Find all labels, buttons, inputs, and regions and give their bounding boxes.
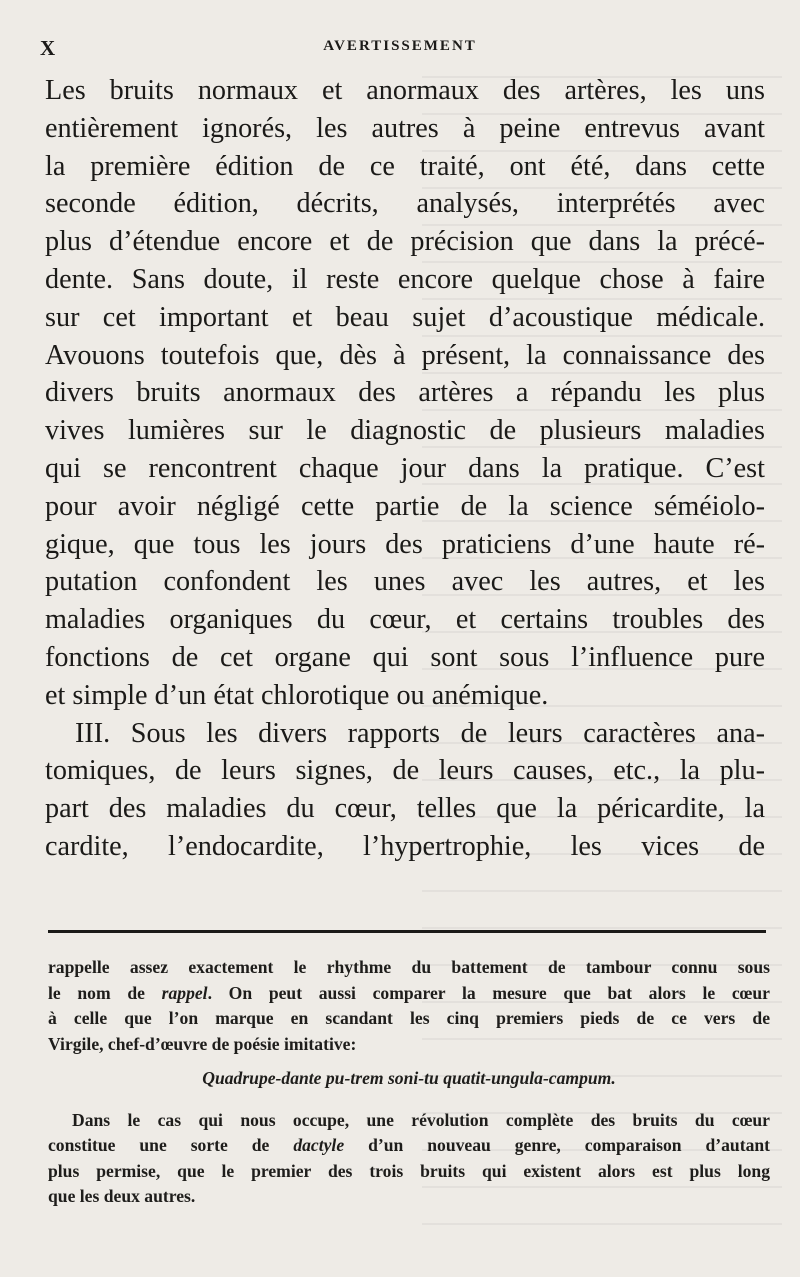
footnote [48, 955, 770, 1210]
text-line: maladies organiques du cœur, et certains troubles des [45, 604, 765, 636]
text-line: cardite, l’endocardite, l’hypertrophie, les vices de [45, 830, 765, 862]
section-start-line: III. Sous les divers rapports de leurs caractères ana- [75, 717, 765, 749]
footnote-line: le nom de rappel. On peut aussi comparer la mesure que bat alors le cœur [48, 982, 770, 1003]
running-title: AVERTISSEMENT [323, 38, 477, 54]
text-line: sur cet important et beau sujet d’acoustique médicale. [45, 301, 765, 333]
text-line: qui se rencontrent chaque jour dans la pratique. C’est [45, 452, 765, 484]
text-line: fonctions de cet organe qui sont sous l’influence pure [45, 641, 765, 673]
text-line: divers bruits anormaux des artères a répandu les plus [45, 377, 765, 409]
text-line: vives lumières sur le diagnostic de plusieurs maladies [45, 415, 765, 447]
text-line: gique, que tous les jours des praticiens d’une haute ré- [45, 528, 765, 560]
footnote-line: Virgile, chef-d’œuvre de poésie imitative: [48, 1033, 357, 1054]
footnote-line: à celle que l’on marque en scandant les cinq premiers pieds de ce vers de [48, 1008, 770, 1028]
footnote-line: rappelle assez exactement le rhythme du battement de tambour connu sous [48, 957, 770, 977]
footnote-line: plus permise, que le premier des trois bruits qui existent alors est plus long [48, 1160, 770, 1181]
italic-term: dactyle [293, 1135, 345, 1155]
text-line: seconde édition, décrits, analysés, interprétés avec [45, 188, 765, 220]
paragraph-end-line: et simple d’un état chlorotique ou anémique. [45, 679, 549, 711]
footnote-line: constitue une sorte de dactyle d’un nouveau genre, comparaison d’autant [48, 1135, 771, 1155]
text-line: tomiques, de leurs signes, de leurs causes, etc., la plu- [45, 755, 765, 787]
main-text [45, 72, 765, 866]
text-line: part des maladies du cœur, telles que la péricardite, la [45, 793, 765, 825]
text-line: dente. Sans doute, il reste encore quelque chose à faire [45, 263, 765, 295]
text-line: la première édition de ce traité, ont été, dans cette [45, 150, 765, 182]
footnote-line: que les deux autres. [48, 1186, 196, 1206]
text-line: Avouons toutefois que, dès à présent, la connaissance des [45, 339, 765, 371]
text-line: entièrement ignorés, les autres à peine entrevus avant [45, 112, 765, 144]
text-line: pour avoir négligé cette partie de la science séméiolo- [45, 490, 765, 522]
text-line: putation confondent les unes avec les autres, et les [45, 566, 765, 598]
text-line: Les bruits normaux et anormaux des artères, les uns [45, 75, 765, 106]
page-header [40, 36, 760, 60]
footnote-line: Dans le cas qui nous occupe, une révolution complète des bruits du cœur [72, 1109, 770, 1130]
text-line: plus d’étendue encore et de précision que dans la précé- [45, 226, 765, 258]
page-number: X [40, 36, 57, 60]
footnote-rule [48, 930, 766, 933]
verse-quotation: Quadrupe-dante pu-trem soni-tu quatit-ungula-campum. [202, 1068, 616, 1088]
italic-term: rappel [161, 982, 208, 1003]
